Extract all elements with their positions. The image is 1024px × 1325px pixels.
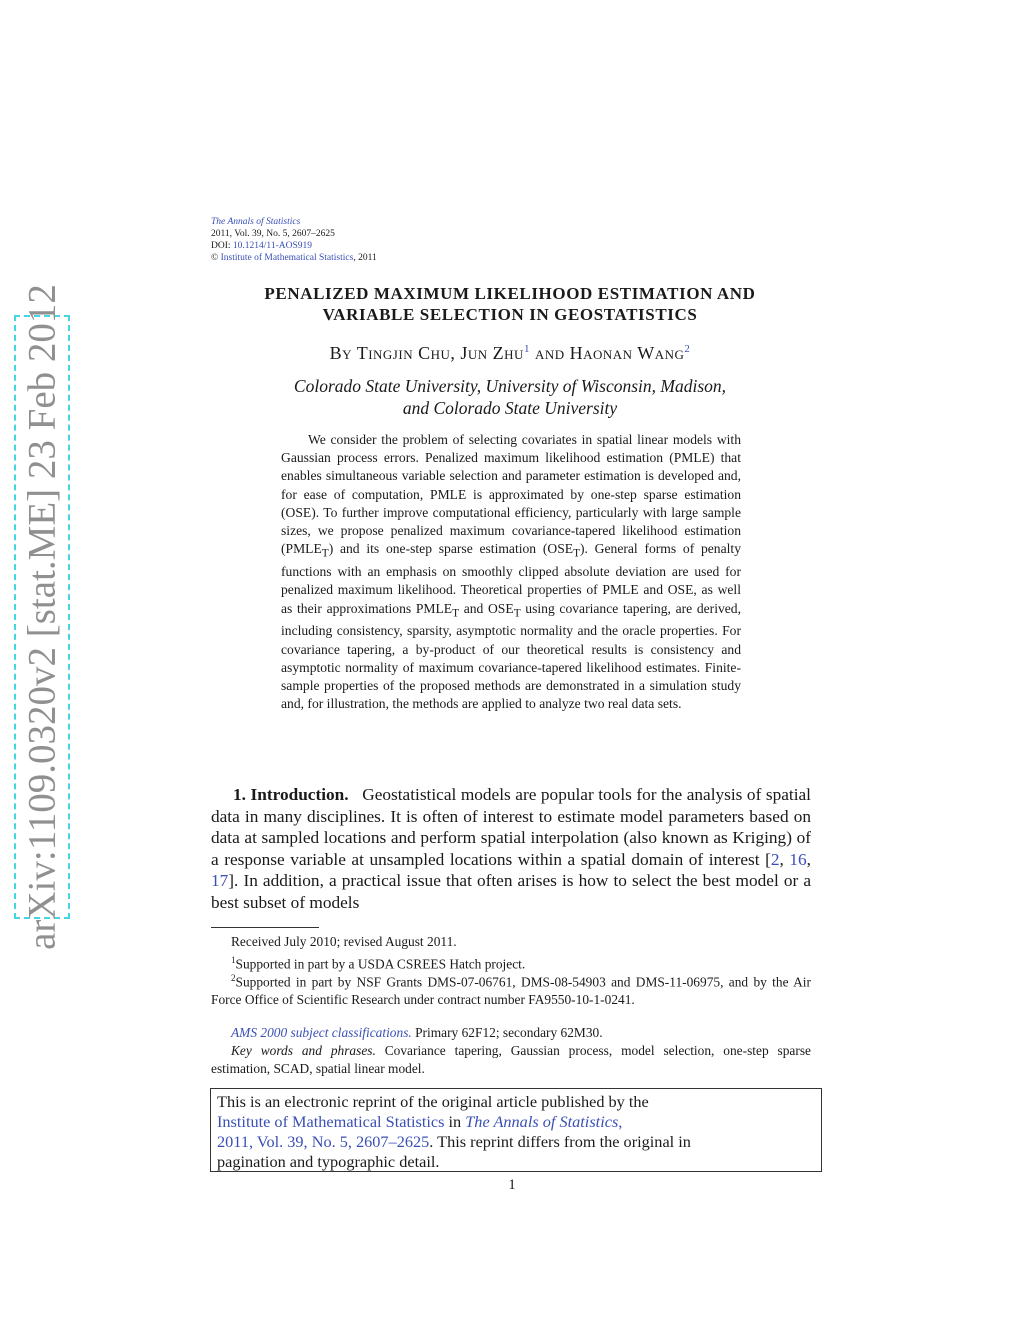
copyright-symbol: © — [211, 253, 219, 263]
reprint-comma: , — [618, 1112, 623, 1131]
abstract-text-2: ) and its one-step sparse estimation (OSE — [328, 541, 574, 557]
title-line-1: PENALIZED MAXIMUM LIKELIHOOD ESTIMATION AND — [264, 284, 756, 303]
keywords-text: Covariance tapering, Gaussian process, model selection, one-step sparse estimation, SCAD, spatial linear model. — [211, 1043, 811, 1076]
subscript-t: T — [573, 547, 580, 560]
keywords — [211, 1042, 811, 1078]
footnote-mark-2[interactable]: 2 — [684, 343, 691, 355]
journal-header — [211, 216, 377, 264]
citation-separator: , — [779, 849, 790, 869]
subscript-t: T — [452, 607, 460, 620]
reprint-ims-link[interactable]: Institute of Mathematical Statistics — [217, 1112, 445, 1131]
ims-link[interactable]: Institute of Mathematical Statistics — [220, 253, 354, 263]
footnote-divider — [211, 927, 319, 928]
citation-17[interactable]: 17 — [211, 871, 229, 890]
author-wang: Haonan Wang — [569, 343, 685, 363]
citation-16[interactable]: 16 — [789, 849, 807, 869]
introduction-paragraph — [211, 784, 811, 913]
footnote-1-text: Supported in part by a USDA CSREES Hatch project. — [235, 956, 526, 972]
intro-text-1: Geostatistical models are popular tools for the analysis of spatial data in many disciplines. It is often of interest to estimate model parameters based on data at sampled locations and perform spatial interpolation (also known as Kriging) of a response variable at unsampled locations within a spatial domain of interest [ — [211, 785, 811, 869]
arxiv-stamp — [14, 284, 70, 950]
reprint-line-1: This is an electronic reprint of the original article published by the — [217, 1092, 649, 1111]
ams-text: Primary 62F12; secondary 62M30. — [411, 1025, 603, 1040]
reprint-line-4: pagination and typographic detail. — [217, 1152, 440, 1171]
section-heading: 1. Introduction. — [233, 785, 349, 804]
reprint-volume-link[interactable]: 2011, Vol. 39, No. 5, 2607–2625 — [217, 1132, 430, 1151]
abstract-text-1: We consider the problem of selecting covariates in spatial linear models with Gaussian process errors. Penalized maximum likelihood estimation (PMLE) that enables simultaneous variable selection and parameter estimation is developed and, for ease of computation, PMLE is approximated by one-step sparse estimation (OSE). To further improve computational efficiency, particularly with large sample sizes, we propose penalized maximum covariance-tapered likelihood estimation (PMLE — [281, 432, 741, 557]
ams-link[interactable]: AMS 2000 subject classifications. — [231, 1025, 412, 1040]
by-word: By — [329, 343, 353, 363]
keywords-label: Key words and phrases. — [231, 1043, 376, 1058]
paper-title — [200, 283, 820, 325]
footnote-1-mark: 1 — [231, 955, 236, 965]
reprint-journal-link[interactable]: The Annals of Statistics — [465, 1112, 619, 1131]
journal-link[interactable]: The Annals of Statistics — [211, 217, 301, 227]
affiliation-line-2: and Colorado State University — [402, 398, 618, 418]
doi-link[interactable]: 10.1214/11-AOS919 — [232, 241, 312, 251]
citation-2[interactable]: 2 — [770, 849, 780, 869]
reprint-rest: . This reprint differs from the original in — [429, 1132, 691, 1151]
affiliations — [230, 375, 790, 419]
abstract-text-3: ). General forms of penalty functions with an emphasis on smoothly clipped absolute deviation are used for penalized maximum likelihood. Theoretical properties of PMLE and OSE, as well as their approximations PMLE — [281, 541, 741, 616]
abstract-text-4: and OSE — [459, 600, 514, 616]
author-zhu: Jun Zhu — [460, 343, 524, 363]
and-word: and — [534, 343, 565, 363]
copyright-year: , 2011 — [353, 253, 377, 263]
citation-separator: , — [806, 849, 811, 869]
reprint-in: in — [444, 1112, 466, 1131]
subscript-t: T — [513, 607, 521, 620]
title-line-2: VARIABLE SELECTION IN GEOSTATISTICS — [322, 305, 698, 324]
footnote-2-text: Supported in part by NSF Grants DMS-07-06761, DMS-08-54903 and DMS-11-06975, and by the Air Force Office of Scientific Research under contract number FA9550-10-1-0241. — [211, 974, 811, 1008]
footnote-mark-1[interactable]: 1 — [523, 343, 530, 355]
ams-classification — [211, 1024, 811, 1042]
footnote-2 — [211, 969, 811, 1009]
abstract — [281, 431, 741, 713]
author-line — [200, 343, 820, 364]
footnote-2-mark: 2 — [231, 973, 236, 983]
affiliation-line-1: Colorado State University, University of Wisconsin, Madison, — [293, 376, 727, 396]
doi-label: DOI: — [211, 241, 231, 251]
received-note: Received July 2010; revised August 2011. — [231, 934, 457, 949]
subscript-t: T — [321, 547, 329, 560]
reprint-notice — [210, 1088, 822, 1172]
intro-text-2: ]. In addition, a practical issue that often arises is how to select the best model or a best subset of models — [211, 871, 811, 912]
arxiv-stamp-text: arXiv:1109.0320v2 [stat.ME] 23 Feb 2012 — [20, 284, 64, 950]
volume-line: 2011, Vol. 39, No. 5, 2607–2625 — [211, 229, 335, 239]
page-number: 1 — [508, 1177, 516, 1193]
abstract-text-5: using covariance tapering, are derived, including consistency, sparsity, asymptotic normality and the oracle properties. For covariance tapering, a by-product of our theoretical results is consistency and asymptotic normality of maximum covariance-tapered likelihood estimates. Finite-sample properties of the proposed methods are demonstrated in a simulation study and, for illustration, the methods are applied to analyze two real data sets. — [281, 600, 741, 712]
author-chu: Tingjin Chu, — [356, 343, 456, 363]
